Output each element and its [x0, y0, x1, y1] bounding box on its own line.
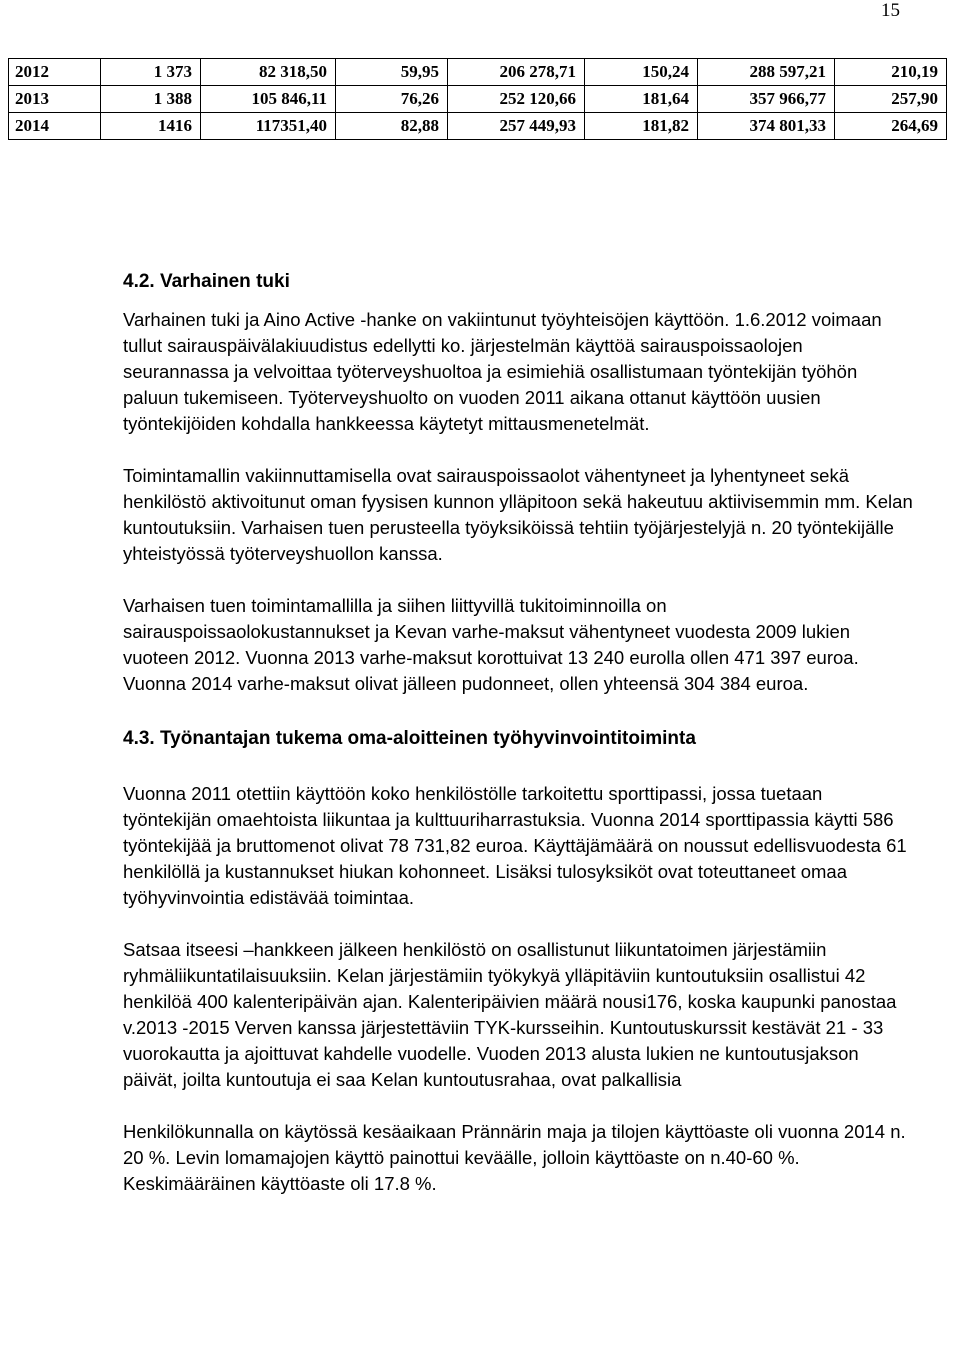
spacer	[123, 1093, 913, 1119]
statistics-table	[8, 58, 947, 140]
spacer	[123, 437, 913, 463]
paragraph: Satsaa itseesi –hankkeen jälkeen henkilöstö on osallistunut liikuntatoimen järjestämiin ryhmäliikuntatilaisuuksiin. Kelan järjestämiin työkykyä ylläpitäviin kuntoutuksiin osallistui 42 henkilöä 400 kalenteripäivän ajan. Kalenteripäivien määrä nousi176, koska kaupunki panostaa v.2013 -2015 Verven kanssa järjestettäviin TYK-kursseihin. Kuntoutuskurssit kestävät 21 - 33 vuorokautta ja ajoittuvat kahdelle vuodelle. Vuoden 2013 alusta lukien ne kuntoutusjakson päivät, joilta kuntoutuja ei saa Kelan kuntoutusrahaa, ovat palkallisia	[123, 939, 897, 1090]
paragraph: Toimintamallin vakiinnuttamisella ovat sairauspoissaolot vähentyneet ja lyhentyneet sekä henkilöstö aktivoitunut oman fyysisen kunnon ylläpitoon sekä hakeutuu aktiivisemmin mm. Kelan kuntoutuksiin. Varhaisen tuen perusteella työyksiköissä tehtiin työjärjestelyjä n. 20 työntekijälle yhteistyössä työterveyshuollon kanssa.	[123, 465, 913, 564]
table-cell: 150,24	[585, 59, 698, 86]
table-cell: 206 278,71	[448, 59, 585, 86]
table-cell: 257,90	[835, 86, 947, 113]
table-cell: 2014	[9, 113, 101, 140]
table-cell: 210,19	[835, 59, 947, 86]
spacer	[123, 755, 913, 781]
paragraph: Vuonna 2011 otettiin käyttöön koko henkilöstölle tarkoitettu sporttipassi, jossa tuetaan työntekijän omaehtoista liikuntaa ja kulttuuriharrastuksia. Vuonna 2014 sporttipassia käytti 586 työntekijää ja bruttomenot olivat 78 731,82 euroa. Käyttäjämäärä on noussut edellisvuodesta 61 henkilöllä ja kustannukset hiukan kohonneet. Lisäksi tulosyksiköt ovat toteuttaneet omaa työhyvinvointia edistävää toimintaa.	[123, 783, 907, 908]
table-cell: 2013	[9, 86, 101, 113]
table-cell: 1 388	[101, 86, 201, 113]
spacer	[123, 567, 913, 593]
page-number: 15	[881, 0, 900, 21]
table-cell: 117351,40	[201, 113, 336, 140]
table-cell: 1 373	[101, 59, 201, 86]
spacer	[123, 911, 913, 937]
table-row	[9, 59, 947, 86]
table-cell: 76,26	[336, 86, 448, 113]
table-cell: 181,82	[585, 113, 698, 140]
table-cell: 257 449,93	[448, 113, 585, 140]
document-body	[123, 266, 913, 1197]
paragraph: Varhainen tuki ja Aino Active -hanke on vakiintunut työyhteisöjen käyttöön. 1.6.2012 voimaan tullut sairauspäivälakiuudistus edellytti ko. järjestelmän käyttöä sairauspoissaolojen seurannassa ja velvoittaa työterveyshuoltoa ja esimiehiä osallistumaan työntekijän työhön paluun tukemiseen. Työterveyshuolto on vuoden 2011 aikana ottanut käyttöön uusien työntekijöiden kohdalla hankkeessa käytetyt mittausmenetelmät.	[123, 309, 882, 434]
table-cell: 82,88	[336, 113, 448, 140]
table-row	[9, 113, 947, 140]
paragraph: Henkilökunnalla on käytössä kesäaikaan Prännärin maja ja tilojen käyttöaste oli vuonna 2014 n. 20 %. Levin lomamajojen käyttö painottui keväälle, jolloin käyttöaste on n.40-60 %. Keskimääräinen käyttöaste oli 17.8 %.	[123, 1121, 906, 1194]
table-cell: 374 801,33	[698, 113, 835, 140]
section-heading: 4.2. Varhainen tuki	[123, 271, 290, 292]
spacer	[123, 697, 913, 723]
table-cell: 264,69	[835, 113, 947, 140]
table-cell: 1416	[101, 113, 201, 140]
table-cell: 105 846,11	[201, 86, 336, 113]
table-cell: 181,64	[585, 86, 698, 113]
table-cell: 288 597,21	[698, 59, 835, 86]
table-cell: 59,95	[336, 59, 448, 86]
spacer	[123, 298, 913, 307]
table-cell: 2012	[9, 59, 101, 86]
table-cell: 357 966,77	[698, 86, 835, 113]
table-cell: 252 120,66	[448, 86, 585, 113]
table-cell: 82 318,50	[201, 59, 336, 86]
paragraph: Varhaisen tuen toimintamallilla ja siihen liittyvillä tukitoiminnoilla on sairauspoissaolokustannukset ja Kevan varhe-maksut vähentyneet vuodesta 2009 lukien vuoteen 2012. Vuonna 2013 varhe-maksut korottuivat 13 240 eurolla ollen 471 397 euroa. Vuonna 2014 varhe-maksut olivat jälleen pudonneet, ollen yhteensä 304 384 euroa.	[123, 595, 859, 694]
table-row	[9, 86, 947, 113]
section-heading: 4.3. Työnantajan tukema oma-aloitteinen työhyvinvointitoiminta	[123, 728, 696, 749]
